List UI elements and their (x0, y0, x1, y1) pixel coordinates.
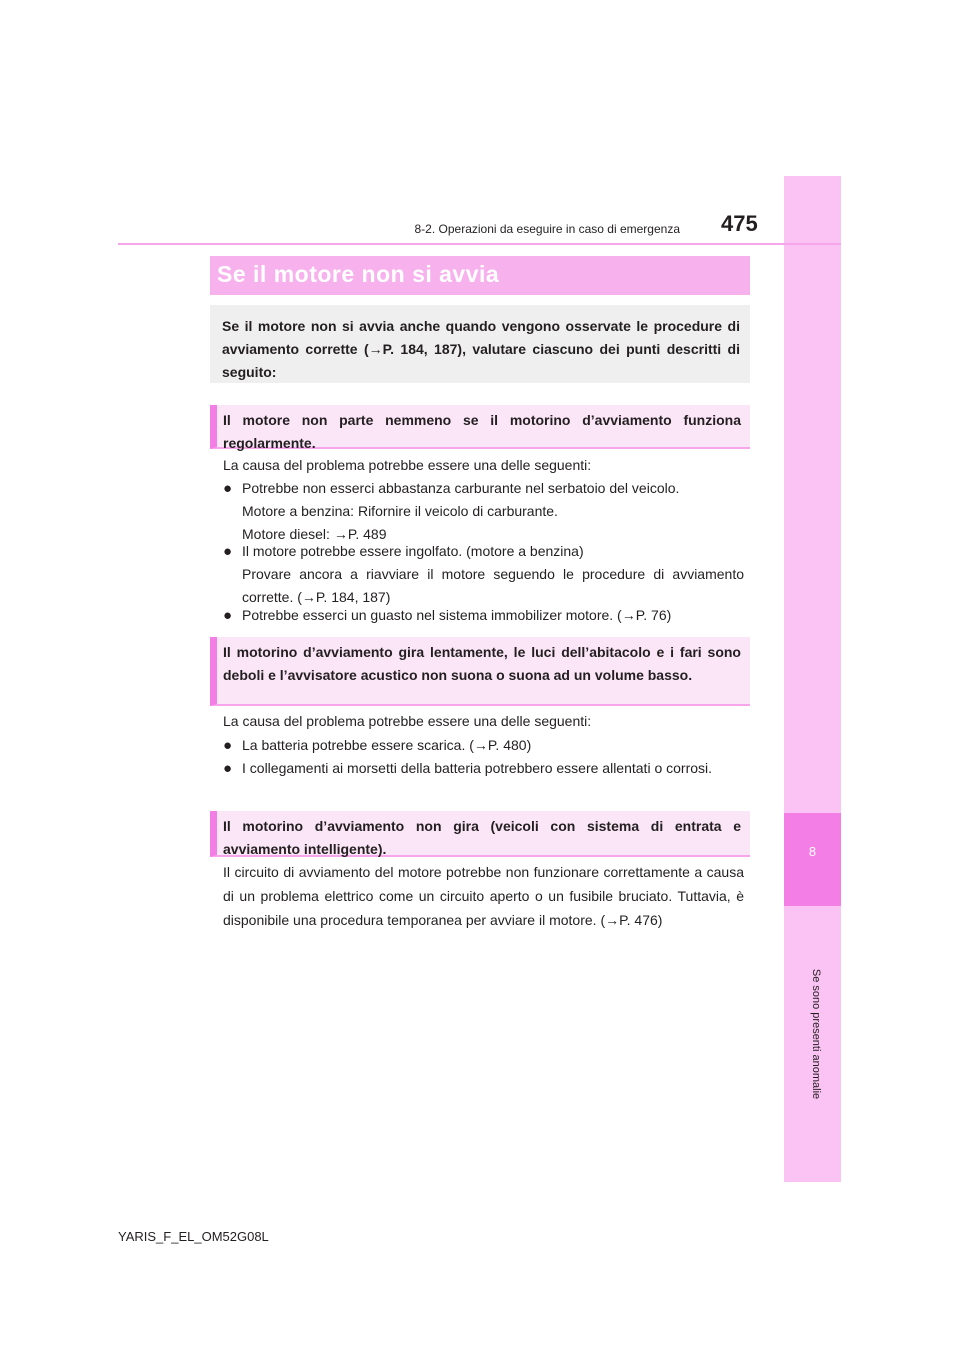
bullet-icon: ● (223, 607, 233, 624)
header-divider (118, 243, 841, 245)
bullet-line: Motore diesel: →P. 489 (242, 526, 387, 542)
bullet-item (223, 604, 744, 627)
bullet-icon: ● (223, 543, 233, 560)
bullet-line: La batteria potrebbe essere scarica. (→P. 480) (242, 737, 532, 753)
intro-text: Se il motore non si avvia anche quando vengono osservate le procedure di avviamento corrette (→P. 184, 187), valutare ciascuno dei punti descritti di seguito: (222, 318, 740, 380)
bullet-line: Potrebbe non esserci abbastanza carburante nel serbatoio del veicolo. (242, 480, 680, 496)
section-lead: La causa del problema potrebbe essere una delle seguenti: (223, 713, 592, 729)
bullet-icon: ● (223, 760, 233, 777)
chapter-side-tab (784, 176, 841, 1182)
header-section-title: 8-2. Operazioni da eseguire in caso di emergenza (414, 222, 680, 236)
section-body: Il circuito di avviamento del motore potrebbe non funzionare correttamente a causa di un problema elettrico come un circuito aperto o un fusibile bruciato. Tuttavia, è disponibile una procedura temporanea per avviare il motore. (→P. 476) (223, 864, 744, 928)
chapter-marker (784, 813, 841, 906)
page-title: Se il motore non si avvia (217, 261, 500, 287)
section-lead: La causa del problema potrebbe essere una delle seguenti: (223, 457, 592, 473)
subheading-engine-not-starting (210, 405, 750, 449)
subheading-text: Il motorino d’avviamento gira lentamente, le luci dell’abitacolo e i fari sono deboli e l’avvisatore acustico non suona o suona ad un volume basso. (223, 644, 741, 683)
bullet-line: I collegamenti ai morsetti della batteria potrebbero essere allentati o corrosi. (242, 760, 713, 776)
bullet-item (223, 734, 744, 757)
bullet-item (223, 477, 744, 546)
subheading-weak-starter (210, 637, 750, 706)
subheading-text: Il motore non parte nemmeno se il motorino d’avviamento funziona regolarmente. (223, 412, 741, 451)
intro-box (210, 305, 750, 383)
bullet-line: Motore a benzina: Rifornire il veicolo di carburante. (242, 503, 558, 519)
bullet-line: Provare ancora a riavviare il motore seguendo le procedure di avviamento corrette. (→P. 184, 187) (242, 566, 744, 605)
subheading-starter-not-turning (210, 811, 750, 857)
chapter-title: Se sono presenti anomalie (810, 968, 822, 1100)
chapter-number: 8 (808, 844, 817, 859)
bullet-line: Il motore potrebbe essere ingolfato. (motore a benzina) (242, 543, 584, 559)
bullet-icon: ● (223, 737, 233, 754)
page-title-bar (210, 256, 750, 295)
page-number: 475 (721, 211, 758, 236)
subheading-text: Il motorino d’avviamento non gira (veicoli con sistema di entrata e avviamento intelligente). (223, 818, 741, 857)
bullet-item (223, 540, 744, 609)
bullet-icon: ● (223, 480, 233, 497)
bullet-line: Potrebbe esserci un guasto nel sistema immobilizer motore. (→P. 76) (242, 607, 672, 623)
document-footer-code: YARIS_F_EL_OM52G08L (118, 1229, 269, 1244)
bullet-item (223, 757, 744, 780)
